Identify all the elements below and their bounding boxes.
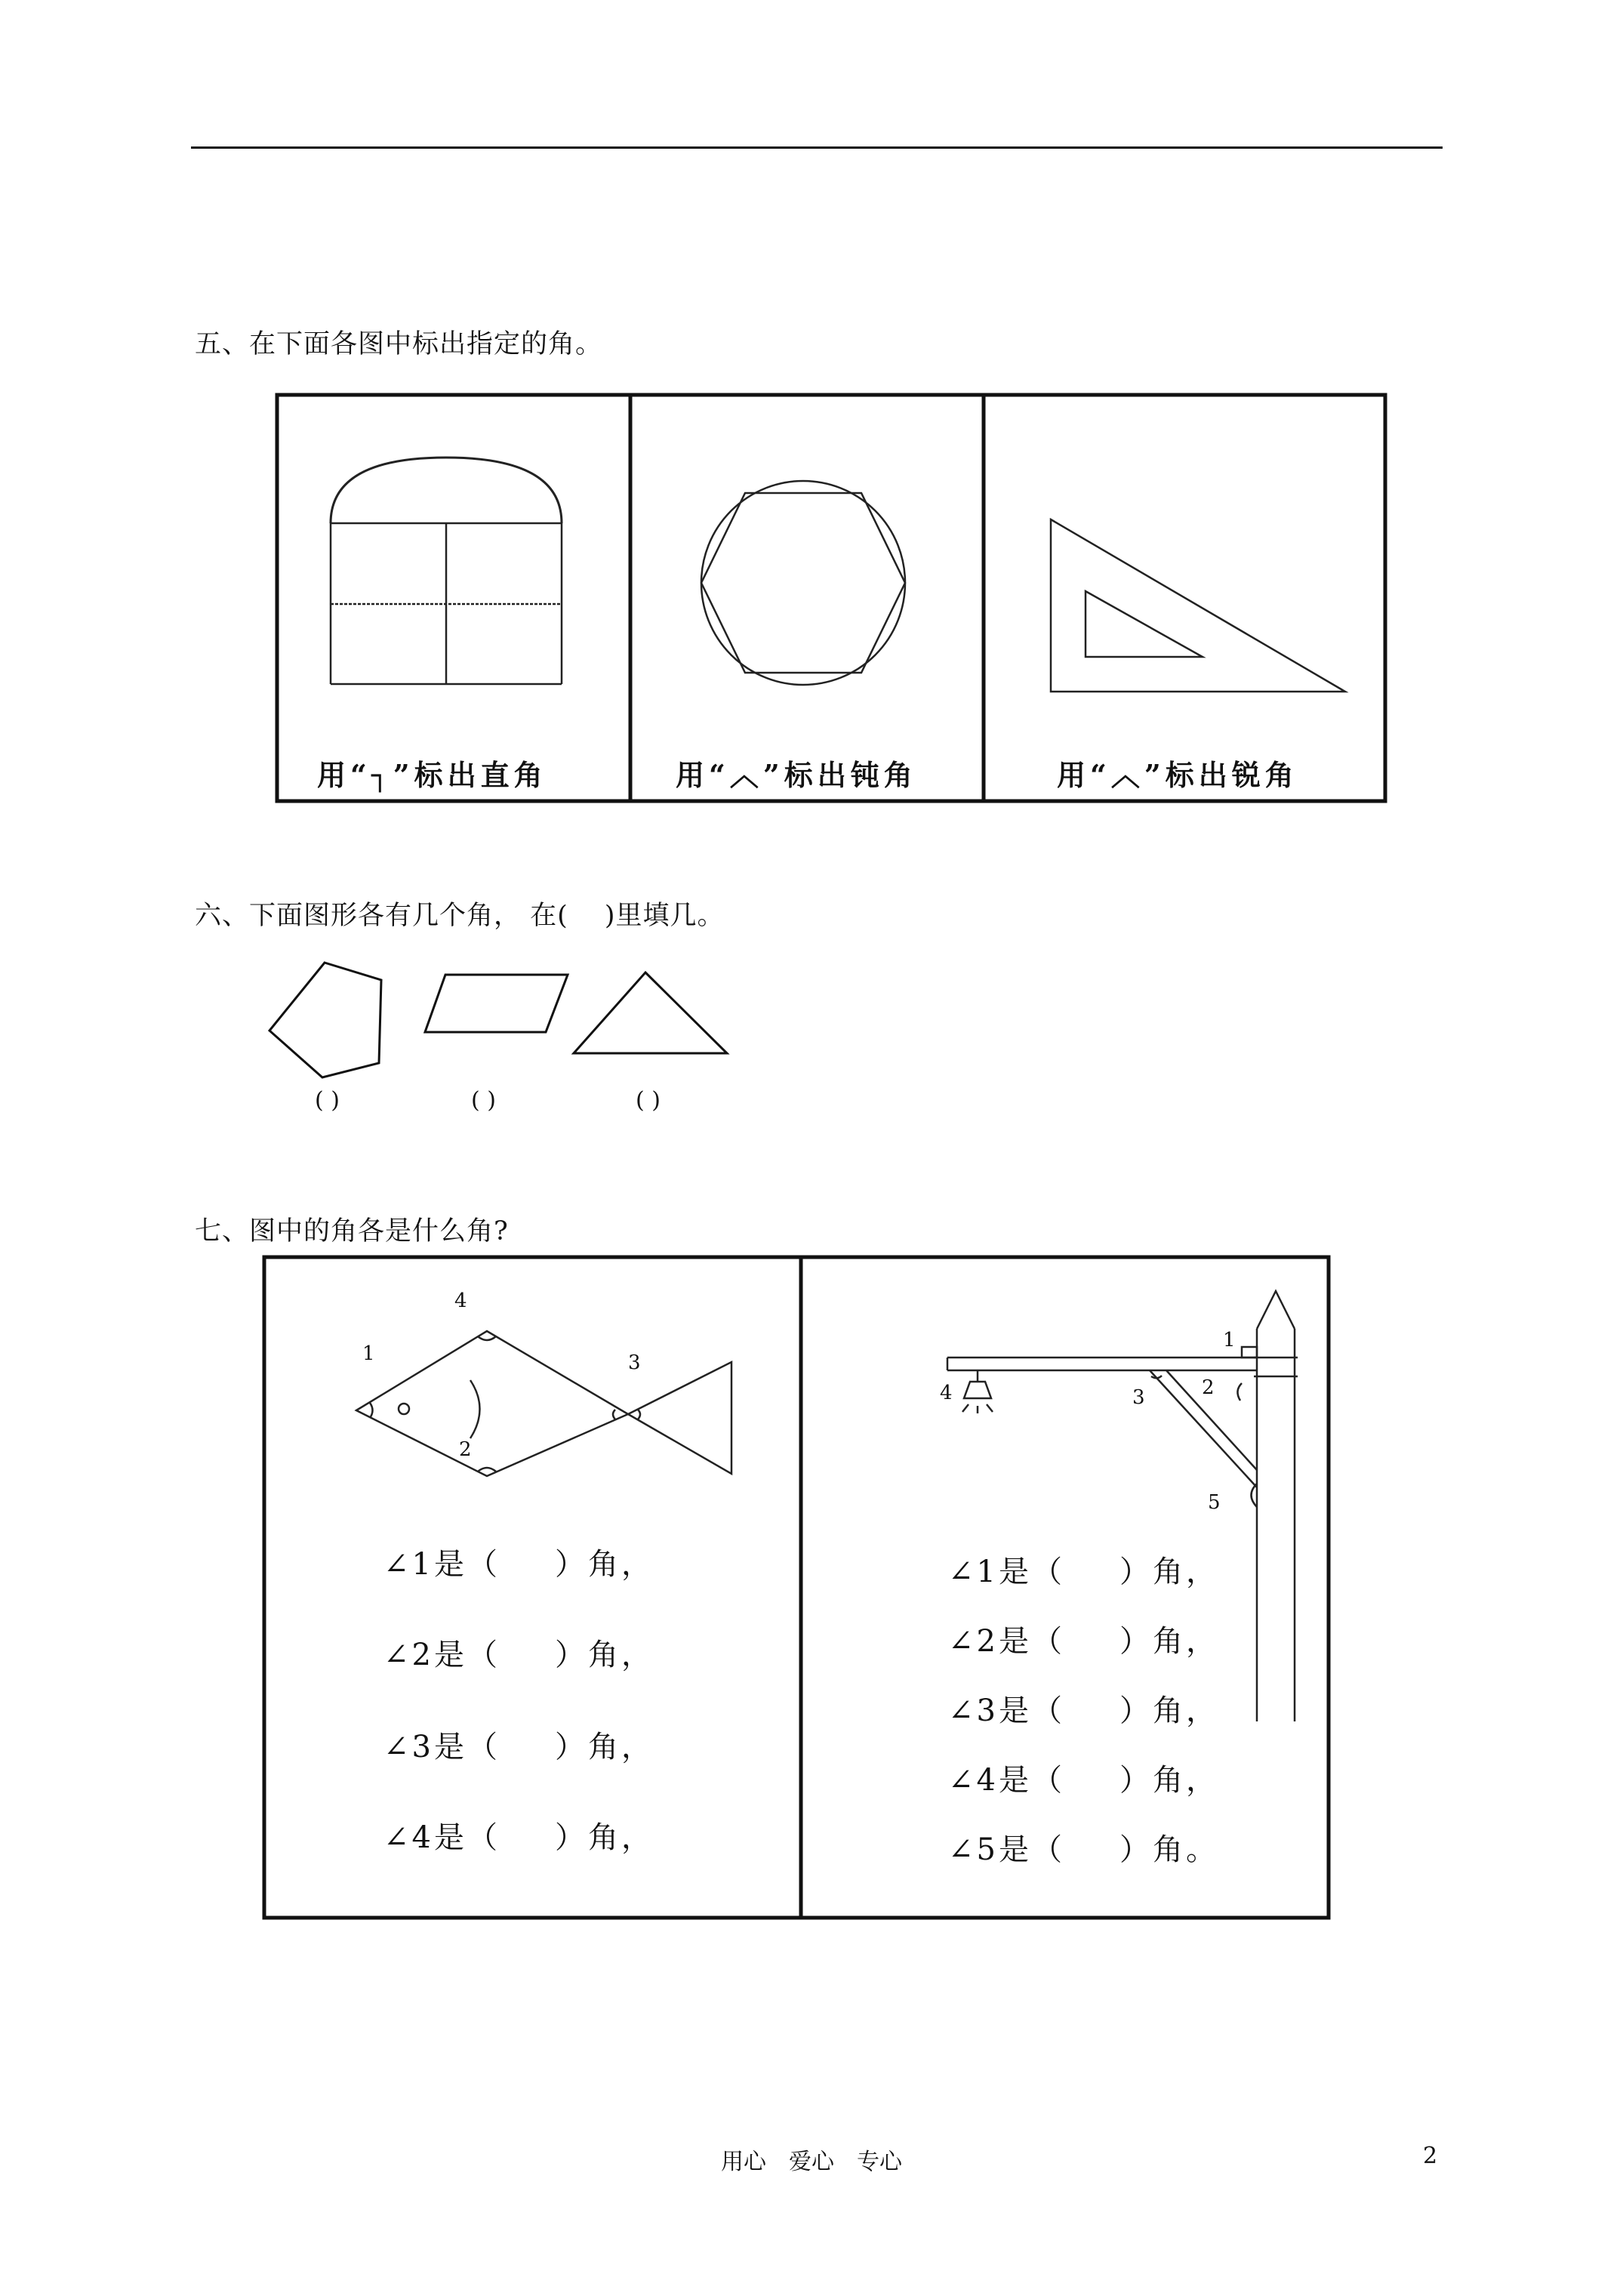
angle-suffix: ）角， [1119, 1555, 1219, 1589]
pentagon-shape [269, 963, 381, 1077]
hexagon-in-circle [701, 481, 905, 685]
answer-blank-pentagon[interactable]: ( ) [315, 1087, 340, 1114]
angle-suffix: ）角， [554, 1820, 654, 1855]
angle-suffix: ）角， [554, 1547, 654, 1582]
answer-blank-triangle[interactable]: ( ) [636, 1087, 661, 1114]
answer-blank-parallelogram[interactable]: ( ) [471, 1087, 496, 1114]
question-left-2 [383, 1631, 654, 1674]
angle-prefix: ∠1是（ [383, 1547, 500, 1582]
angle-prefix: ∠3是（ [948, 1693, 1065, 1728]
question-left-4 [383, 1814, 654, 1857]
lamp-label-2: 2 [1202, 1376, 1215, 1399]
question-left-3 [383, 1723, 654, 1766]
angle-prefix: ∠4是（ [383, 1820, 500, 1855]
section-6-title: 六、下面图形各有几个角， 在( )里填几。 [195, 901, 725, 931]
page-number: 2 [1423, 2143, 1438, 2169]
panel-border [277, 395, 1385, 801]
section-5-title: 五、在下面各图中标出指定的角。 [195, 329, 603, 359]
caption-acute-angle: 用“︿”标出锐角 [1057, 758, 1298, 792]
angle-suffix: ）角， [1119, 1763, 1219, 1798]
question-right-2 [948, 1617, 1219, 1660]
question-left-1 [383, 1540, 654, 1583]
fish-label-3: 3 [628, 1351, 641, 1374]
caption-obtuse-angle: 用“︿”标出钝角 [676, 758, 917, 792]
angle-suffix: ）角， [1119, 1624, 1219, 1659]
lamp-label-5: 5 [1208, 1491, 1221, 1514]
angle-suffix: ）角， [554, 1730, 654, 1764]
question-right-3 [948, 1687, 1219, 1730]
angle-prefix: ∠1是（ [948, 1555, 1065, 1589]
angle-suffix: ）角， [554, 1638, 654, 1672]
angle-prefix: ∠2是（ [383, 1638, 500, 1672]
parallelogram-shape [425, 975, 568, 1032]
set-square [1051, 519, 1345, 692]
question-right-5 [948, 1826, 1219, 1869]
question-right-1 [948, 1548, 1219, 1591]
angle-prefix: ∠3是（ [383, 1730, 500, 1764]
section-6-shapes [260, 955, 744, 1091]
fish-label-1: 1 [362, 1342, 375, 1365]
triangle-shape [574, 972, 727, 1053]
angle-prefix: ∠2是（ [948, 1624, 1065, 1659]
fish-figure [356, 1331, 731, 1476]
caption-right-angle: 用“┐”标出直角 [317, 758, 547, 792]
angle-suffix: ）角。 [1119, 1832, 1219, 1867]
fish-label-4: 4 [454, 1290, 467, 1312]
angle-suffix: ）角， [1119, 1693, 1219, 1728]
header-rule [191, 146, 1443, 149]
section-7-title: 七、图中的角各是什么角? [195, 1216, 509, 1247]
window-shape [331, 458, 562, 684]
lamp-label-4: 4 [940, 1382, 953, 1404]
section-5-figure-panel [273, 391, 1389, 805]
page-footer: 用心 爱心 专心 [721, 2149, 902, 2175]
lamp-label-3: 3 [1132, 1386, 1145, 1409]
lamp-label-1: 1 [1223, 1329, 1236, 1351]
fish-label-2: 2 [459, 1438, 472, 1461]
angle-prefix: ∠5是（ [948, 1832, 1065, 1867]
question-right-4 [948, 1756, 1219, 1799]
angle-prefix: ∠4是（ [948, 1763, 1065, 1798]
